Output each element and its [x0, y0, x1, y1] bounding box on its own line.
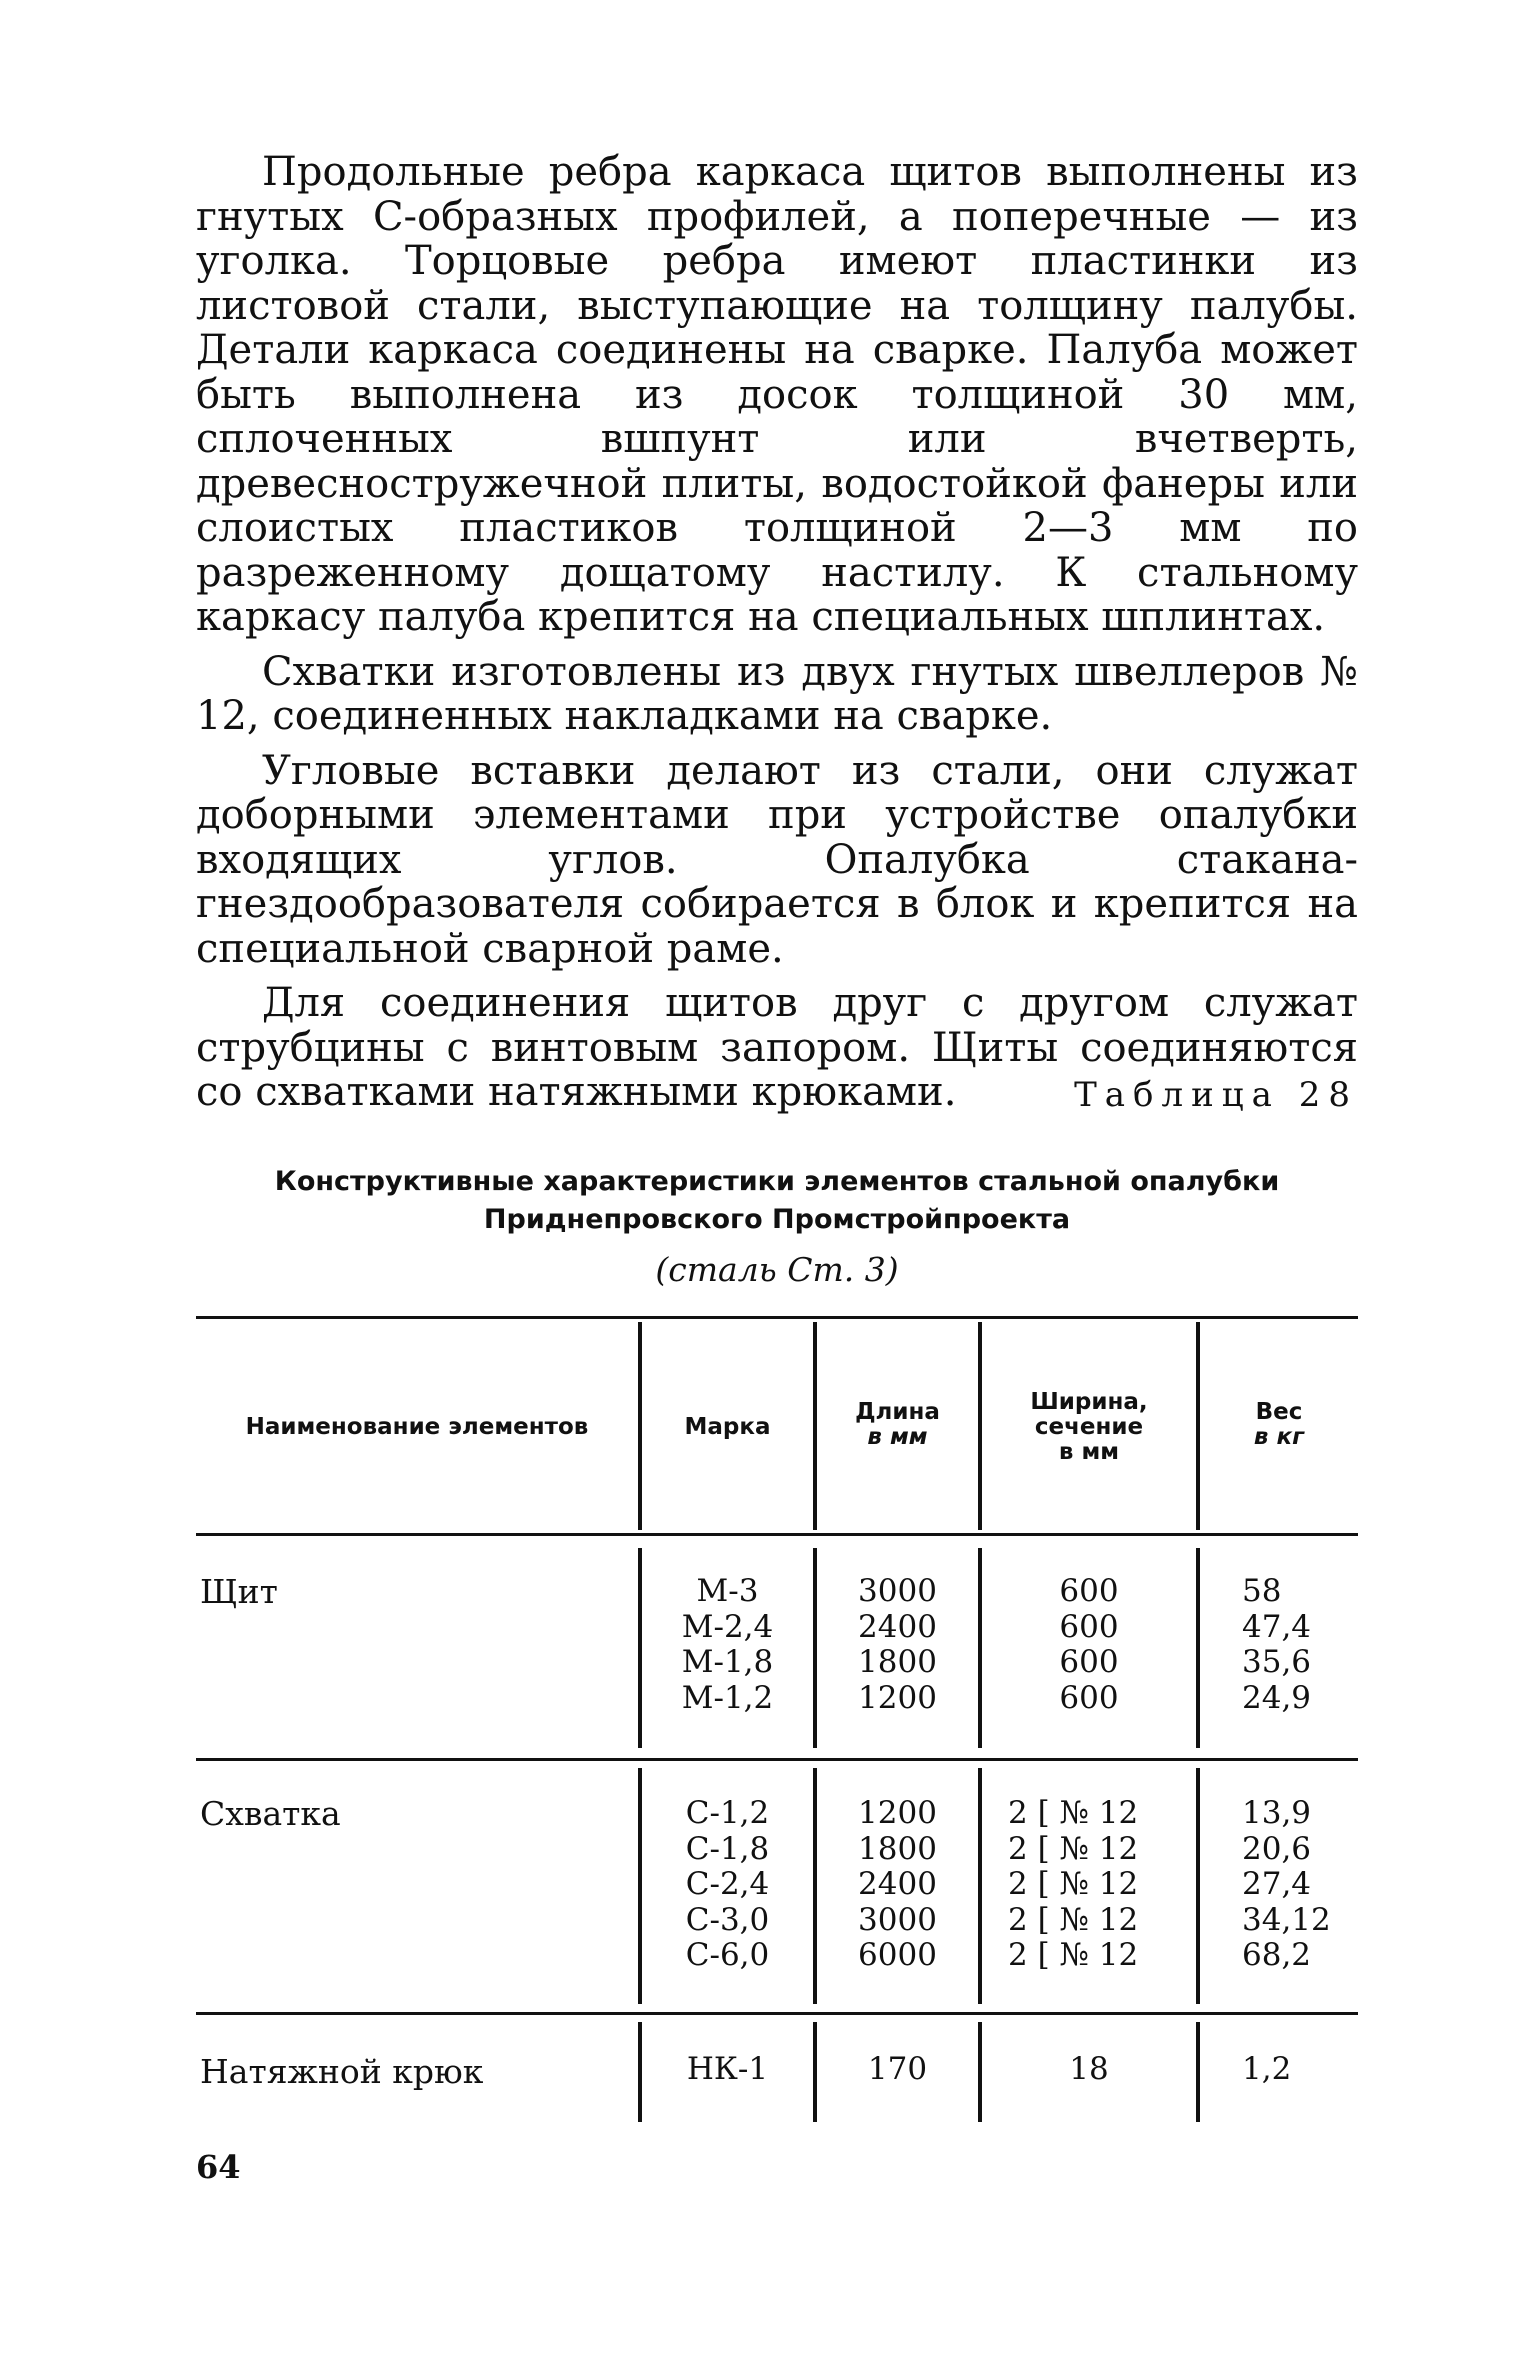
cell-weight: 24,9: [1242, 1679, 1312, 1716]
col-divider-3: [978, 1768, 982, 2004]
row-name-clamp: Схватка: [200, 1794, 341, 1833]
widths-hook: [982, 2052, 1196, 2088]
table-subtitle: (сталь Ст. 3): [655, 1250, 899, 1289]
widths-clamp: [1008, 1796, 1196, 1974]
header-width-line-3: в мм: [1058, 1439, 1120, 1465]
cell-width: 600: [1059, 1644, 1119, 1680]
header-length-line-1: Длина: [855, 1399, 940, 1425]
cell-length: 1200: [858, 1679, 937, 1716]
cell-length: 2400: [858, 1608, 937, 1645]
cell-weight: 68,2: [1242, 1937, 1312, 1973]
cell-width: 2 [ № 12: [1008, 1937, 1139, 1973]
cell-mark: С-1,2: [685, 1795, 770, 1831]
header-mark: Марка: [684, 1414, 771, 1440]
header-weight-line-2: в кг: [1253, 1424, 1305, 1450]
table-label: Таблица 28: [1074, 1075, 1358, 1115]
lengths-clamp: [817, 1796, 978, 1974]
page-number: 64: [196, 2148, 241, 2186]
marks-hook: [642, 2052, 813, 2088]
group-divider-2: [196, 2012, 1358, 2015]
cell-mark: С-6,0: [685, 1937, 770, 1973]
cell-length: 1800: [858, 1644, 937, 1680]
cell-length: 1200: [858, 1795, 937, 1831]
cell-width: 18: [1069, 2051, 1109, 2087]
cell-weight: 13,9: [1242, 1795, 1312, 1831]
cell-length: 3000: [858, 1573, 937, 1609]
cell-weight: 20,6: [1242, 1830, 1312, 1867]
table-title-line-2: Приднепровского Промстройпроекта: [483, 1204, 1071, 1235]
cell-mark: С-3,0: [685, 1901, 770, 1938]
cell-width: 600: [1059, 1679, 1119, 1716]
header-width: [982, 1390, 1196, 1465]
cell-length: 170: [867, 2051, 928, 2087]
paragraph-4: Для соединения щитов друг с другом служат струбцины с винтовым запором. Щиты соединяются со схватками натяжными крюками.: [196, 980, 1358, 1115]
cell-weight: 34,12: [1242, 1901, 1331, 1938]
header-width-line-1: Ширина,: [1030, 1389, 1148, 1415]
weights-clamp: [1242, 1796, 1358, 1974]
cell-weight: 27,4: [1242, 1866, 1312, 1902]
header-width-line-2: сечение: [1034, 1414, 1144, 1440]
table-title-line-1: Конструктивные характеристики элементов стальной опалубки: [274, 1166, 1280, 1197]
cell-width: 2 [ № 12: [1008, 1901, 1139, 1938]
cell-width: 2 [ № 12: [1008, 1795, 1139, 1831]
cell-mark: С-2,4: [685, 1866, 770, 1902]
col-divider-4: [1196, 1768, 1200, 2004]
table-top-rule: [196, 1316, 1358, 1319]
table-title: [196, 1163, 1358, 1239]
row-name-shield: Щит: [200, 1572, 278, 1611]
cell-mark: М-2,4: [681, 1608, 774, 1645]
header-weight: [1200, 1400, 1358, 1450]
cell-weight: 1,2: [1242, 2051, 1292, 2087]
header-weight-line-1: Вес: [1255, 1399, 1303, 1425]
header-length: [817, 1400, 978, 1450]
marks-shield: [642, 1574, 813, 1716]
paragraph-2: Схватки изготовлены из двух гнутых швеллеров № 12, соединенных накладками на сварке.: [196, 648, 1358, 739]
cell-length: 1800: [858, 1830, 937, 1867]
cell-weight: 47,4: [1242, 1608, 1312, 1645]
cell-length: 3000: [858, 1901, 937, 1938]
group-divider-1: [196, 1758, 1358, 1761]
cell-mark: М-1,8: [681, 1644, 774, 1680]
cell-weight: 58: [1242, 1573, 1282, 1609]
cell-width: 2 [ № 12: [1008, 1866, 1139, 1902]
body-text: [196, 150, 1358, 1125]
cell-weight: 35,6: [1242, 1644, 1312, 1680]
header-bottom-rule: [196, 1533, 1358, 1536]
col-divider-4: [1196, 2022, 1200, 2122]
paragraph-3: Угловые вставки делают из стали, они служат доборными элементами при устройстве опалубки входящих углов. Опалубка стакана-гнездообразователя собирается в блок и крепится на специальной сварной раме.: [196, 747, 1358, 972]
col-divider-4: [1196, 1548, 1200, 1748]
weights-hook: [1242, 2052, 1358, 2088]
paragraph-1: Продольные ребра каркаса щитов выполнены из гнутых С-образных профилей, а поперечные — из уголка. Торцовые ребра имеют пластинки из листовой стали, выступающие на толщину палубы. Детали каркаса соединены на сварке. Палуба может быть выполнена из досок толщиной 30 мм, сплоченных вшпунт или вчетверть, древесностружечной плиты, водостойкой фанеры или слоистых пластиков толщиной 2—3 мм по разреженному дощатому настилу. К стальному каркасу палуба крепится на специальных шплинтах.: [196, 149, 1358, 640]
header-name: Наименование элементов: [245, 1414, 589, 1440]
cell-length: 6000: [858, 1937, 937, 1973]
cell-length: 2400: [858, 1866, 937, 1902]
cell-mark: НК-1: [686, 2051, 769, 2087]
cell-mark: М-1,2: [681, 1679, 774, 1716]
cell-width: 600: [1059, 1608, 1119, 1645]
lengths-shield: [817, 1574, 978, 1716]
row-name-hook: Натяжной крюк: [200, 2052, 484, 2091]
widths-shield: [982, 1574, 1196, 1716]
weights-shield: [1242, 1574, 1358, 1716]
cell-width: 2 [ № 12: [1008, 1830, 1139, 1867]
marks-clamp: [642, 1796, 813, 1974]
cell-mark: С-1,8: [685, 1830, 770, 1867]
header-length-line-2: в мм: [867, 1424, 928, 1450]
lengths-hook: [817, 2052, 978, 2088]
cell-mark: М-3: [696, 1573, 759, 1609]
cell-width: 600: [1059, 1573, 1119, 1609]
